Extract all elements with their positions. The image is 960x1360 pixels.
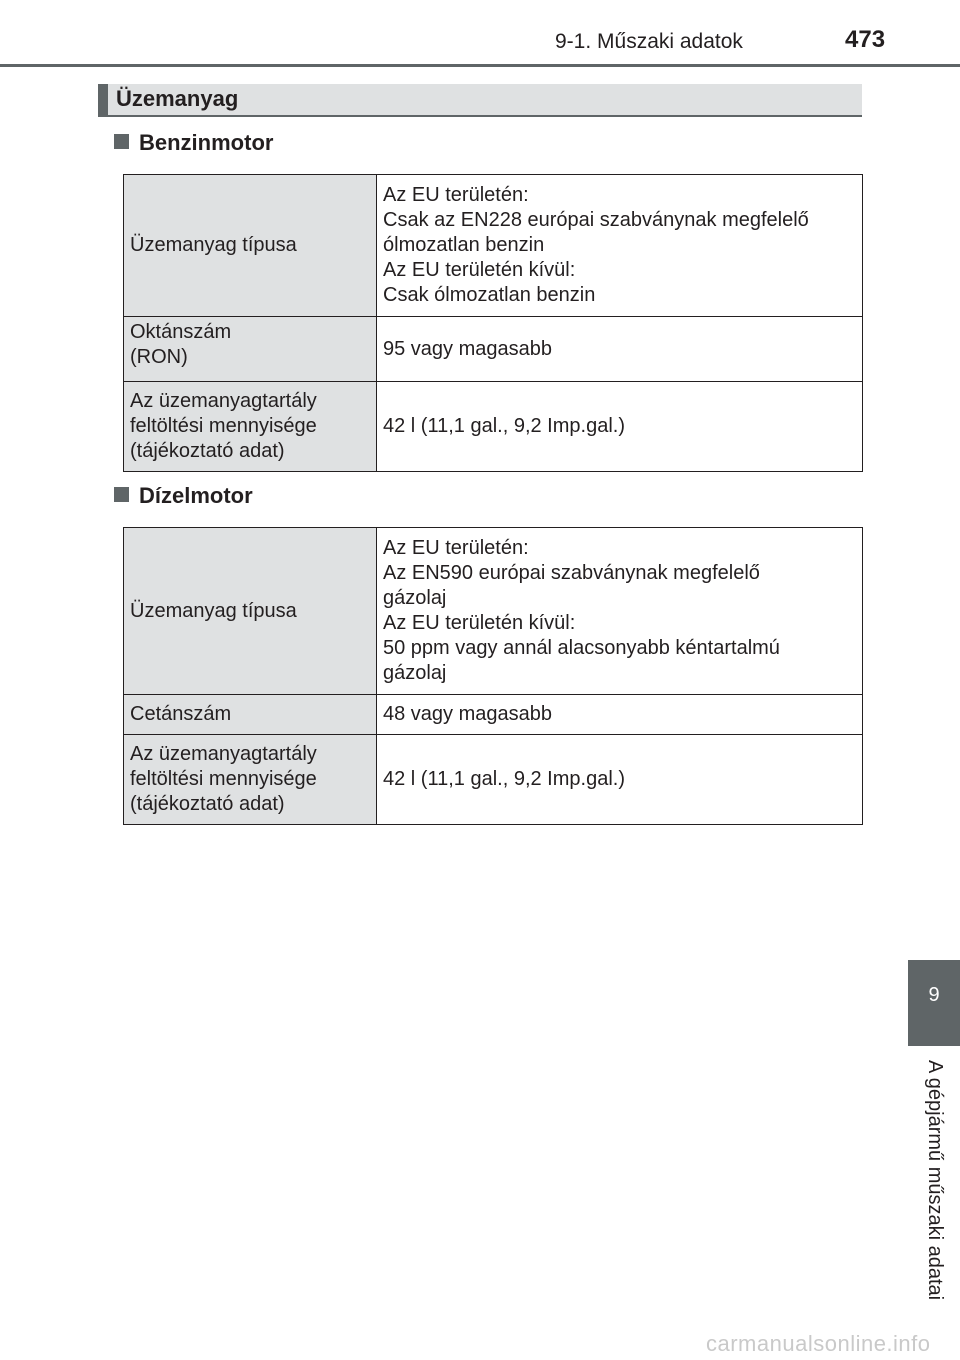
row-value: [377, 735, 863, 825]
table-row: [124, 695, 863, 735]
row-label: [124, 735, 377, 825]
row-label: [124, 175, 377, 317]
label-line: feltöltési mennyisége: [130, 768, 317, 790]
value-line: ólmozatlan benzin: [383, 234, 545, 256]
value-line: Az EU területén:: [383, 537, 529, 559]
value-line: 42 l (11,1 gal., 9,2 Imp.gal.): [383, 415, 625, 437]
section-heading: [98, 84, 862, 117]
table-row: [124, 175, 863, 317]
square-bullet-icon: [114, 487, 129, 502]
value-line: Csak ólmozatlan benzin: [383, 284, 596, 306]
value-line: Az EN590 európai szabványnak megfelelő: [383, 562, 760, 584]
value-line: gázolaj: [383, 662, 447, 684]
value-line: Az EU területén kívül:: [383, 612, 576, 634]
chapter-tab-number: 9: [928, 984, 940, 1006]
diesel-spec-table: [123, 527, 863, 825]
row-label: [124, 528, 377, 695]
label-line: Üzemanyag típusa: [130, 599, 297, 622]
label-line: Az üzemanyagtartály: [130, 390, 317, 412]
value-line: 95 vagy magasabb: [383, 337, 553, 360]
label-line: feltöltési mennyisége: [130, 415, 317, 437]
value-line: gázolaj: [383, 587, 447, 609]
value-line: Csak az EN228 európai szabványnak megfelelő: [383, 209, 809, 231]
diesel-heading: [114, 483, 253, 509]
table-row: [124, 528, 863, 695]
gasoline-spec-table: [123, 174, 863, 472]
value-line: 50 ppm vagy annál alacsonyabb kéntartalmú: [383, 637, 780, 659]
diesel-heading-text: Dízelmotor: [139, 483, 253, 508]
label-line: (tájékoztató adat): [130, 440, 285, 462]
header-divider: [0, 64, 960, 67]
table-row: [124, 382, 863, 472]
row-value: [377, 695, 863, 735]
chapter-title: 9-1. Műszaki adatok: [555, 30, 743, 53]
label-line: (tájékoztató adat): [130, 793, 285, 815]
value-line: Az EU területén kívül:: [383, 259, 576, 281]
chapter-tab: [908, 960, 960, 1046]
row-label: [124, 317, 377, 382]
row-value: [377, 175, 863, 317]
row-value: [377, 317, 863, 382]
watermark: carmanualsonline.info: [706, 1331, 931, 1356]
row-label: [124, 695, 377, 735]
value-line: Az EU területén:: [383, 184, 529, 206]
row-value: [377, 382, 863, 472]
table-row: [124, 735, 863, 825]
label-line: Cetánszám: [130, 703, 232, 725]
row-value: [377, 528, 863, 695]
page-number: 473: [845, 26, 886, 53]
label-line: (RON): [130, 346, 188, 368]
table-row: [124, 317, 863, 382]
gasoline-heading: [114, 130, 273, 156]
square-bullet-icon: [114, 134, 129, 149]
label-line: Oktánszám: [130, 321, 232, 343]
label-line: Üzemanyag típusa: [130, 234, 297, 256]
value-line: 48 vagy magasabb: [383, 703, 553, 725]
section-title: Üzemanyag: [116, 86, 239, 111]
value-line: 42 l (11,1 gal., 9,2 Imp.gal.): [383, 768, 625, 790]
gasoline-heading-text: Benzinmotor: [139, 130, 274, 155]
label-line: Az üzemanyagtartály: [130, 743, 317, 765]
row-label: [124, 382, 377, 472]
chapter-tab-text: A gépjármű műszaki adatai: [924, 1060, 946, 1301]
